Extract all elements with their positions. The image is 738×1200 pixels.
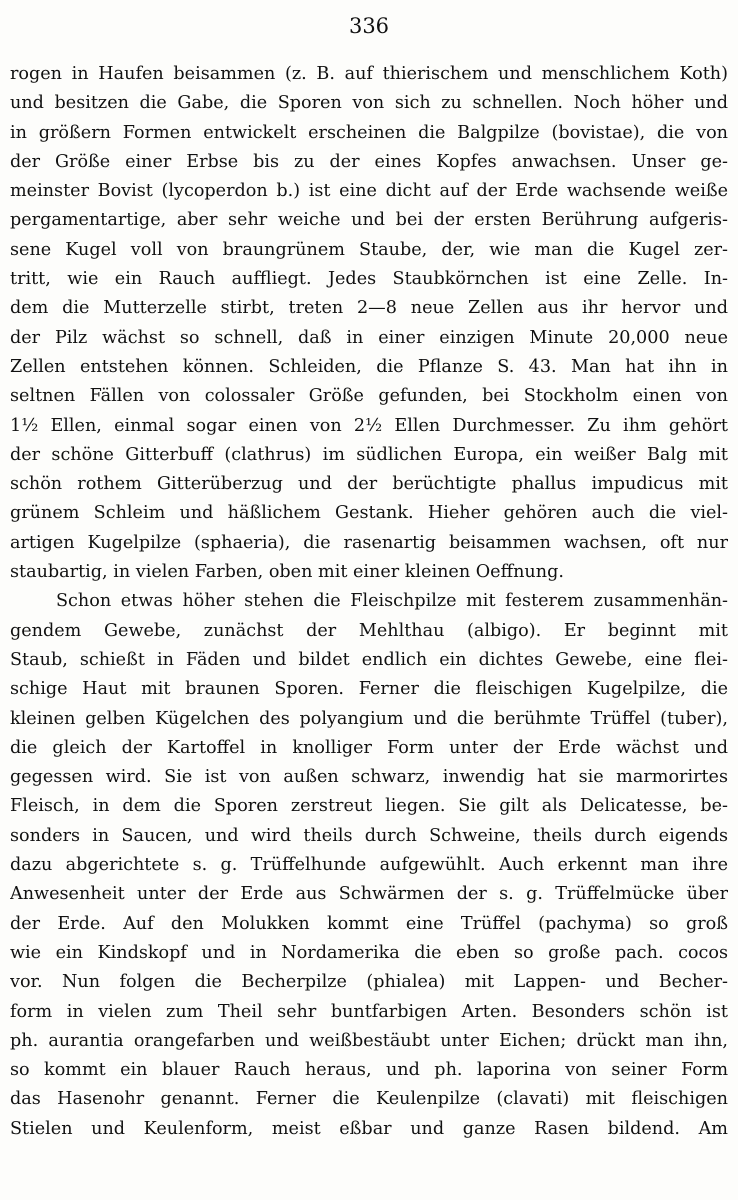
text-line: kleinen gelben Kügelchen des polyangium und die berühmte Trüffel (tuber), bbox=[10, 708, 728, 729]
text-line: Fleisch, in dem die Sporen zerstreut liegen. Sie gilt als Delicatesse, be- bbox=[10, 796, 728, 817]
text-line: in größern Formen entwickelt erscheinen die Balgpilze (bovistae), die von bbox=[10, 122, 728, 143]
text-line: gegessen wird. Sie ist von außen schwarz, inwendig hat sie marmorirtes bbox=[10, 767, 728, 788]
text-line: der Erde. Auf den Molukken kommt eine Trüffel (pachyma) so groß bbox=[10, 913, 728, 934]
text-line: dem die Mutterzelle stirbt, treten 2—8 neue Zellen aus ihr hervor und bbox=[10, 298, 728, 319]
text-line: und besitzen die Gabe, die Sporen von sich zu schnellen. Noch höher und bbox=[10, 93, 728, 114]
text-line: rogen in Haufen beisammen (z. B. auf thierischem und menschlichem Koth) bbox=[10, 64, 728, 84]
text-line: artigen Kugelpilze (sphaeria), die rasenartig beisammen wachsen, oft nur bbox=[10, 532, 728, 553]
text-line: staubartig, in vielen Farben, oben mit einer kleinen Oeffnung. bbox=[10, 562, 564, 583]
text-line: meinster Bovist (lycoperdon b.) ist eine dicht auf der Erde wachsende weiße bbox=[10, 181, 728, 202]
paragraph-2 bbox=[10, 587, 728, 1144]
text-line: Staub, schießt in Fäden und bildet endlich ein dichtes Gewebe, eine flei- bbox=[10, 649, 728, 670]
text-line: vor. Nun folgen die Becherpilze (phialea) mit Lappen- und Becher- bbox=[10, 972, 728, 993]
text-line: der schöne Gitterbuff (clathrus) im südlichen Europa, ein weißer Balg mit bbox=[10, 444, 728, 465]
text-line: dazu abgerichtete s. g. Trüffelhunde aufgewühlt. Auch erkennt man ihre bbox=[10, 855, 728, 876]
text-line: ph. aurantia orangefarben und weißbestäubt unter Eichen; drückt man ihn, bbox=[10, 1030, 728, 1051]
text-line: die gleich der Kartoffel in knolliger Form unter der Erde wächst und bbox=[10, 737, 728, 758]
text-line: Stielen und Keulenform, meist eßbar und ganze Rasen bildend. Am bbox=[10, 1118, 728, 1139]
body-text bbox=[10, 60, 728, 1144]
text-line: der Pilz wächst so schnell, daß in einer einzigen Minute 20,000 neue bbox=[10, 327, 728, 348]
page-number: 336 bbox=[348, 14, 390, 38]
paragraph-1 bbox=[10, 60, 728, 587]
text-line: 1½ Ellen, einmal sogar einen von 2½ Ellen Durchmesser. Zu ihm gehört bbox=[10, 415, 728, 436]
text-line: Zellen entstehen können. Schleiden, die Pflanze S. 43. Man hat ihn in bbox=[10, 356, 728, 377]
text-line: Schon etwas höher stehen die Fleischpilze mit festerem zusammenhän- bbox=[56, 591, 728, 612]
text-line: gendem Gewebe, zunächst der Mehlthau (albigo). Er beginnt mit bbox=[10, 620, 728, 641]
text-line: sene Kugel voll von braungrünem Staube, der, wie man die Kugel zer- bbox=[10, 239, 728, 260]
text-line: tritt, wie ein Rauch auffliegt. Jedes Staubkörnchen ist eine Zelle. In- bbox=[10, 269, 728, 290]
text-line: schige Haut mit braunen Sporen. Ferner die fleischigen Kugelpilze, die bbox=[10, 679, 728, 700]
text-line: der Größe einer Erbse bis zu der eines Kopfes anwachsen. Unser ge- bbox=[10, 151, 728, 172]
text-line: pergamentartige, aber sehr weiche und bei der ersten Berührung aufgeris- bbox=[10, 210, 728, 231]
text-line: form in vielen zum Theil sehr buntfarbigen Arten. Besonders schön ist bbox=[10, 1001, 728, 1022]
text-line: schön rothem Gitterüberzug und der berüchtigte phallus impudicus mit bbox=[10, 474, 728, 495]
text-line: grünem Schleim und häßlichem Gestank. Hieher gehören auch die viel- bbox=[10, 503, 728, 524]
text-line: so kommt ein blauer Rauch heraus, und ph. laporina von seiner Form bbox=[10, 1060, 728, 1081]
text-line: Anwesenheit unter der Erde aus Schwärmen der s. g. Trüffelmücke über bbox=[10, 884, 728, 905]
text-line: seltnen Fällen von colossaler Größe gefunden, bei Stockholm einen von bbox=[10, 386, 728, 407]
text-line: wie ein Kindskopf und in Nordamerika die eben so große pach. cocos bbox=[10, 942, 728, 963]
text-line: sonders in Saucen, und wird theils durch Schweine, theils durch eigends bbox=[10, 825, 728, 846]
text-line: das Hasenohr genannt. Ferner die Keulenpilze (clavati) mit fleischigen bbox=[10, 1089, 728, 1110]
